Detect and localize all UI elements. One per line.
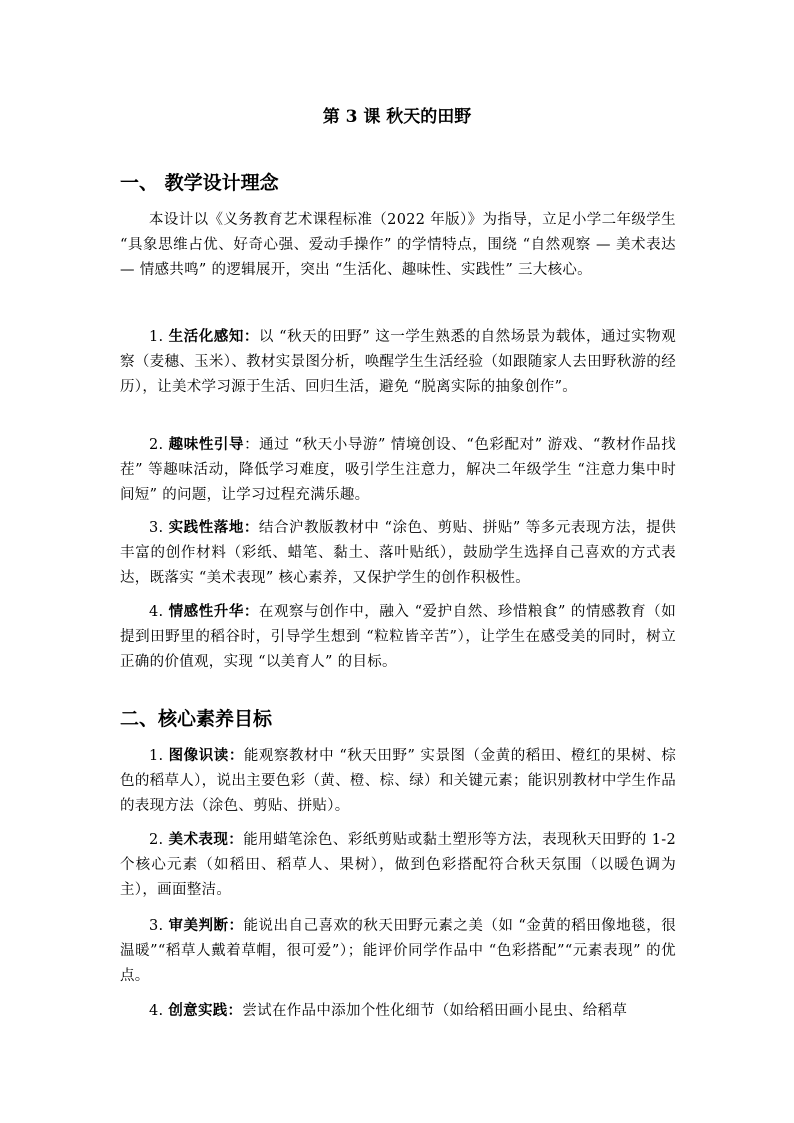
item-text: 以 “秋天的田野” 这一学生熟悉的自然场景为载体，通过实物观察（麦穗、玉米）、教材实景图分析，唤醒学生生活经验（如跟随家人去田野秋游的经历），让美术学习源于生活、回归生活，避免 “脱离实际的抽象创作”。	[120, 329, 677, 395]
item-text: 能说出自己喜欢的秋天田野元素之美（如 “金黄的稻田像地毯，很温暖”“稻草人戴着草帽，很可爱”）；能评价同学作品中 “色彩搭配”“元素表现” 的优点。	[120, 918, 677, 984]
intro-text: 本设计以《义务教育艺术课程标准（2022 年版）》为指导，立足小学二年级学生 “具象思维占优、好奇心强、爱动手操作” 的学情特点，围绕 “自然观察 — 美术表达 — 情感共鸣” 的逻辑展开，突出 “生活化、趣味性、实践性” 三大核心。	[120, 212, 676, 278]
item-number: 4.	[149, 604, 169, 620]
item-text: 结合沪教版教材中 “涂色、剪贴、拼贴” 等多元表现方法，提供丰富的创作材料（彩纸、蜡笔、黏土、落叶贴纸），鼓励学生选择自己喜欢的方式表达，既落实 “美术表现” 核心素养，又保护学生的创作积极性。	[120, 520, 677, 586]
item-number: 4.	[149, 1003, 169, 1019]
item-lead: 美术表现：	[168, 831, 244, 848]
item-text: ：通过 “秋天小导游” 情境创设、“色彩配对” 游戏、“教材作品找茬” 等趣味活动，降低学习难度，吸引学生注意力，解决二年级学生 “注意力集中时间短” 的问题，让学习过程充满乐趣。	[120, 437, 677, 503]
item-number: 3.	[149, 918, 169, 934]
list-item-aesthetic-judgment	[120, 914, 676, 988]
list-item-image-reading	[120, 744, 676, 818]
item-text: 能用蜡笔涂色、彩纸剪贴或黏土塑形等方法，表现秋天田野的 1-2 个核心元素（如稻田、稻草人、果树），做到色彩搭配符合秋天氛围（以暖色调为主），画面整洁。	[120, 832, 677, 898]
item-text: 尝试在作品中添加个性化细节（如给稻田画小昆虫、给稻草	[242, 1003, 628, 1019]
item-number: 1.	[149, 748, 169, 764]
item-number: 3.	[149, 520, 169, 536]
item-lead: 生活化感知：	[168, 328, 259, 345]
item-text: 在观察与创作中，融入 “爱护自然、珍惜粮食” 的情感教育（如提到田野里的稻谷时，引导学生想到 “粒粒皆辛苦”），让学生在感受美的同时，树立正确的价值观，实现 “以美育人” 的目标。	[120, 604, 677, 670]
section-heading-core-literacy: 二、核心素养目标	[120, 708, 273, 730]
list-item-art-expression	[120, 828, 676, 902]
item-text: 能观察教材中 “秋天田野” 实景图（金黄的稻田、橙红的果树、棕色的稻草人），说出主要色彩（黄、橙、棕、绿）和关键元素；能识别教材中学生作品的表现方法（涂色、剪贴、拼贴）。	[120, 748, 677, 814]
item-number: 2.	[149, 832, 169, 848]
section-heading-design-concept: 一、 教学设计理念	[120, 172, 279, 194]
list-item-practice	[120, 516, 676, 590]
document-title: 第 3 课 秋天的田野	[322, 107, 472, 127]
item-number: 2.	[149, 437, 169, 453]
item-number: 1.	[149, 329, 169, 345]
item-lead: 趣味性引导	[168, 436, 245, 453]
item-lead: 创意实践：	[168, 1002, 243, 1019]
list-item-life-perception	[120, 325, 676, 399]
intro-paragraph	[120, 208, 676, 282]
list-item-emotion	[120, 600, 676, 674]
item-lead: 审美判断：	[168, 917, 244, 934]
item-lead: 图像识读：	[168, 747, 244, 764]
item-lead: 情感性升华：	[168, 603, 259, 620]
list-item-fun-guidance	[120, 433, 676, 507]
item-lead: 实践性落地：	[168, 519, 259, 536]
list-item-creative-practice	[120, 999, 676, 1024]
